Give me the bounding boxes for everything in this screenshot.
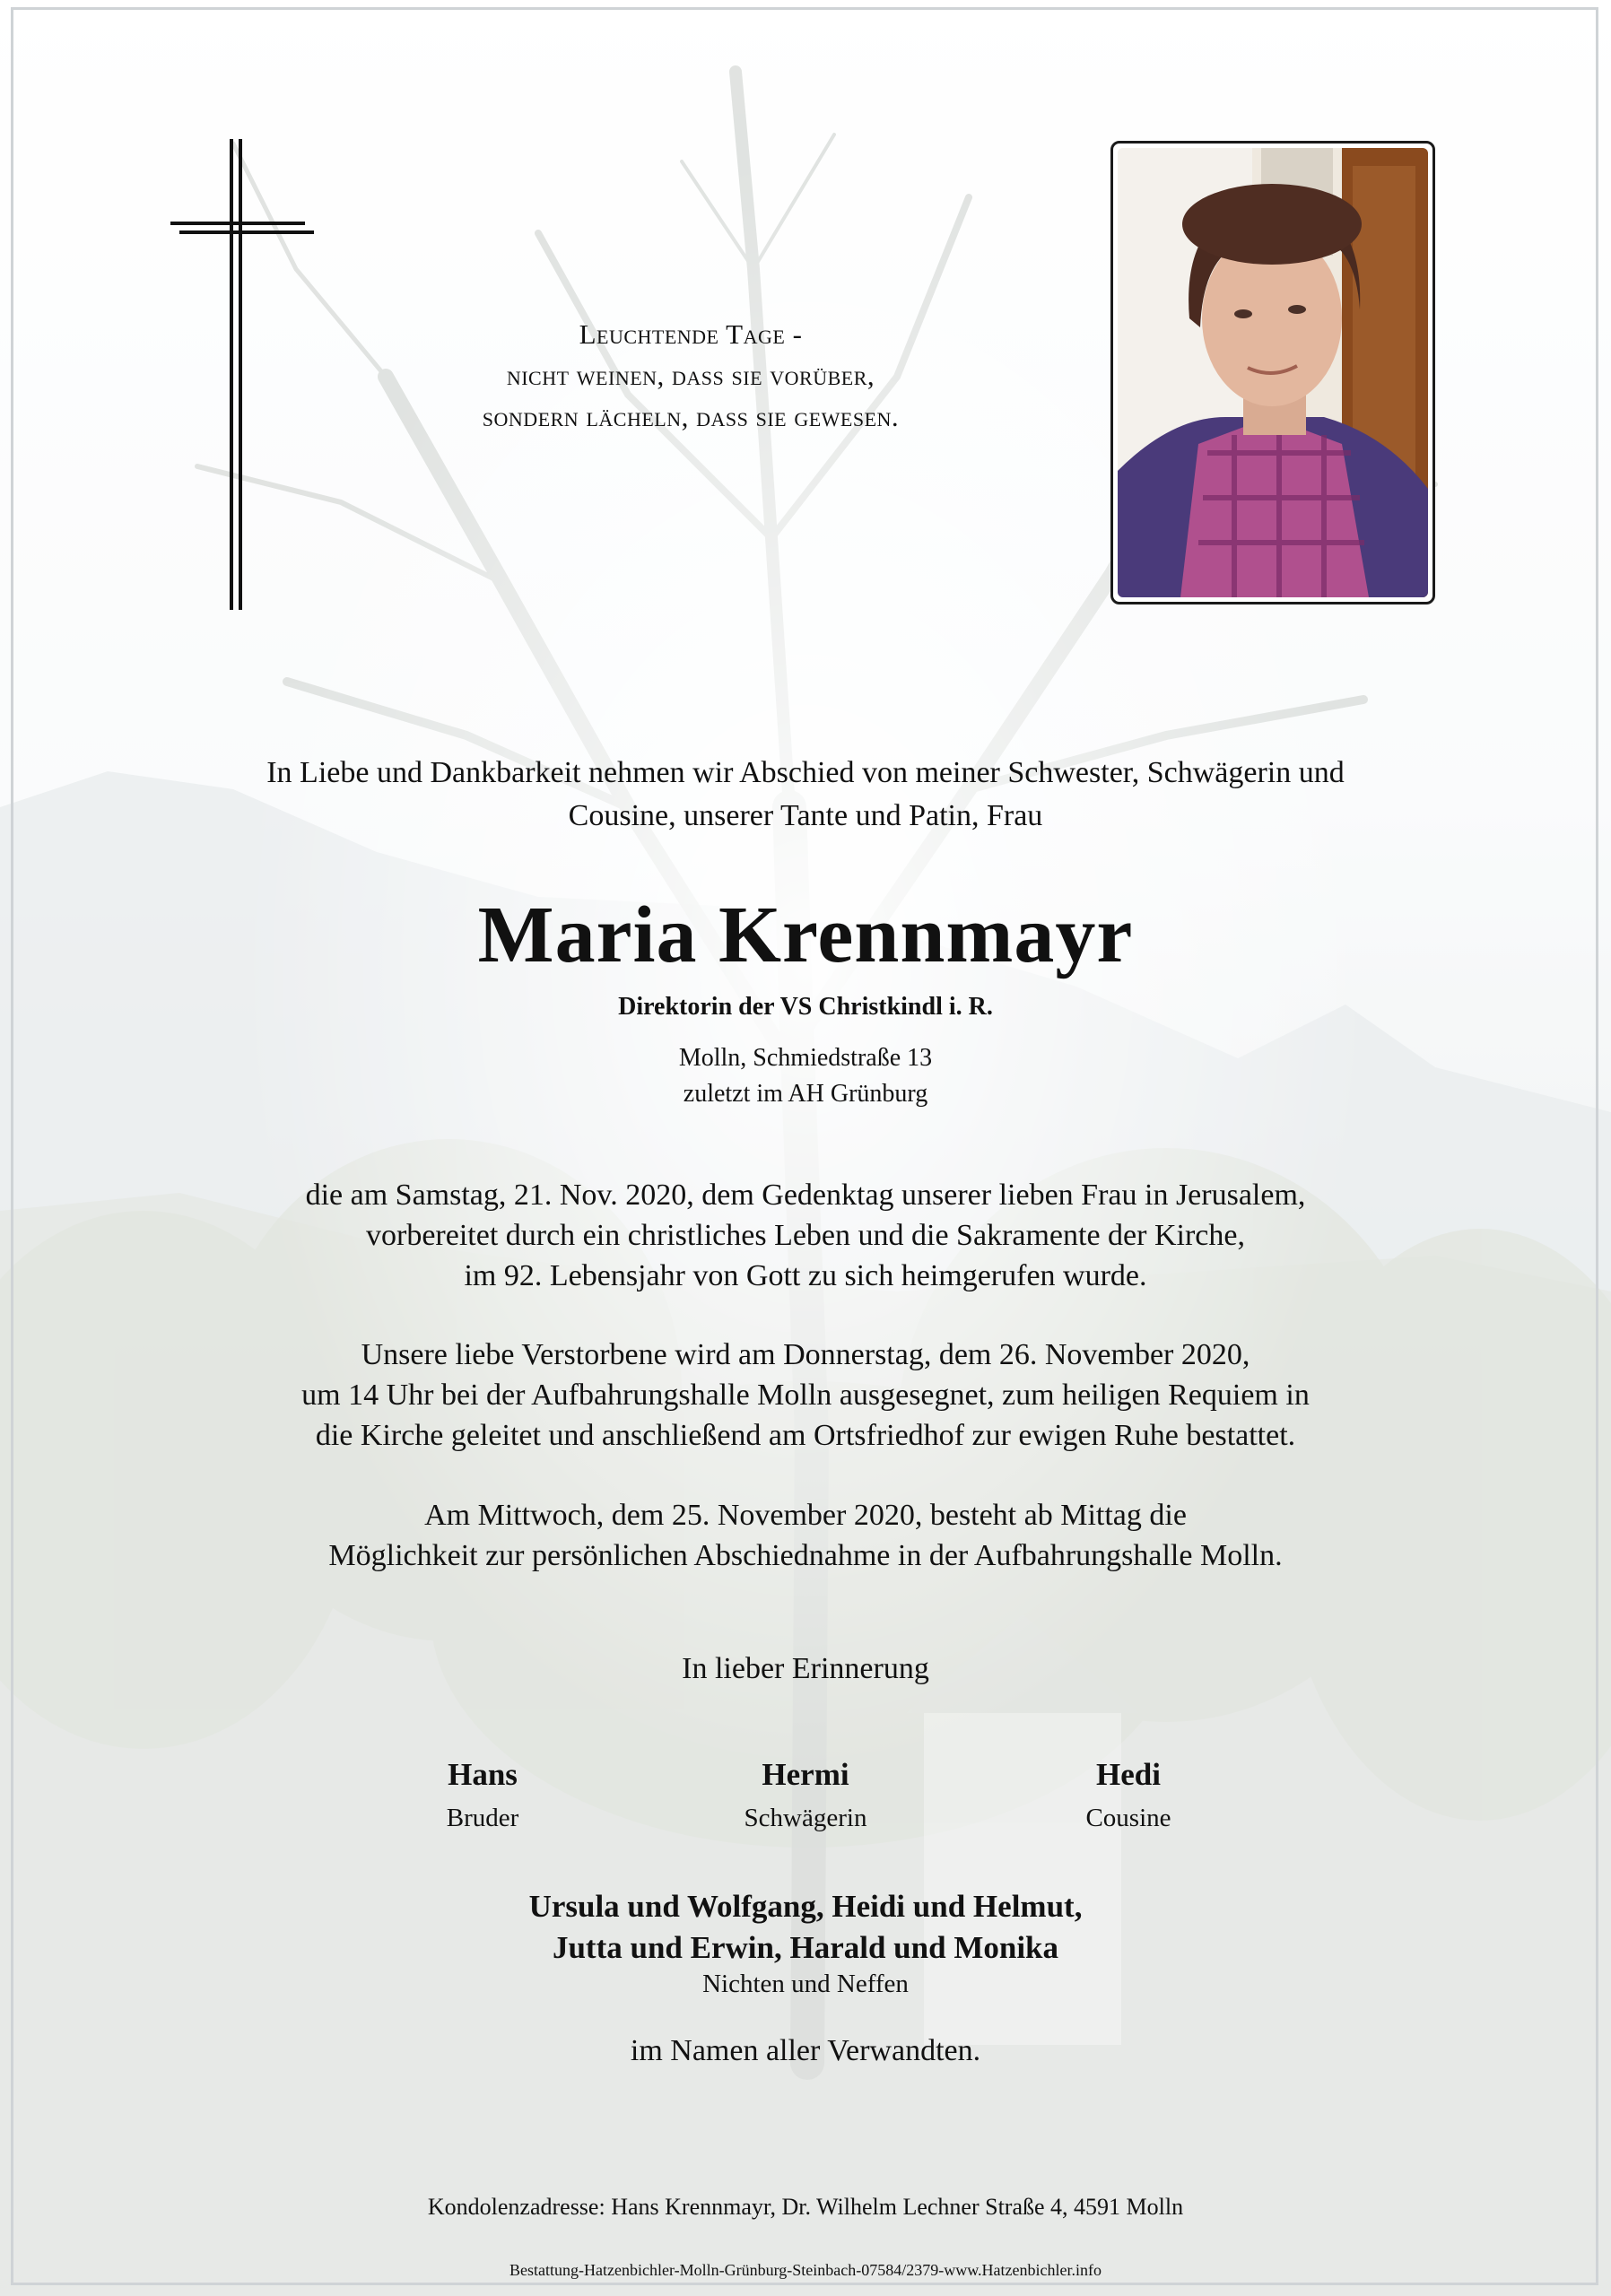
mourner-name: Hedi [1096,1757,1161,1792]
paragraph-line: Möglichkeit zur persönlichen Abschiednahme in der Aufbahrungshalle Molln. [328,1539,1283,1572]
intro-text [135,752,1476,838]
deceased-address [135,1040,1476,1112]
mourner-hedi [967,1753,1290,1839]
verse-line: Leuchtende Tage - [579,318,803,350]
portrait-image [1118,148,1428,597]
mourner-relation: Cousine [1085,1804,1171,1832]
condolence-address: Kondolenzadresse: Hans Krennmayr, Dr. Wilhelm Lechner Straße 4, 4591 Molln [427,2194,1184,2220]
remembrance-heading: In lieber Erinnerung [682,1652,929,1685]
deceased-position: Direktorin der VS Christkindl i. R. [618,993,993,1021]
mourner-hans [321,1753,644,1839]
verse-line: nicht weinen, dass sie vorüber, [506,360,875,391]
portrait-photo [1110,141,1435,604]
memorial-verse [323,314,1058,438]
paragraph-line: Am Mittwoch, dem 25. November 2020, besteht ab Mittag die [424,1499,1187,1532]
paragraph-line: Unsere liebe Verstorbene wird am Donnerstag, dem 26. November 2020, [361,1338,1250,1371]
deceased-name: Maria Krennmayr [477,891,1134,979]
closing-line: im Namen aller Verwandten. [630,2034,981,2067]
relatives-names [135,1886,1476,1969]
paragraph-line: vorbereitet durch ein christliches Leben und die Sakramente der Kirche, [366,1219,1245,1252]
funeral-paragraph [135,1335,1476,1456]
funeral-home-footer: Bestattung-Hatzenbichler-Molln-Grünburg-Steinbach-07584/2379-www.Hatzenbichler.info [509,2261,1102,2279]
paragraph-line: die am Samstag, 21. Nov. 2020, dem Gedenktag unserer lieben Frau in Jerusalem, [305,1178,1306,1212]
address-line: zuletzt im AH Grünburg [683,1080,928,1108]
paragraph-line: im 92. Lebensjahr von Gott zu sich heimgerufen wurde. [464,1259,1147,1292]
relatives-line: Jutta und Erwin, Harald und Monika [552,1930,1059,1965]
mourner-hermi [644,1753,967,1839]
relatives-relation: Nichten und Neffen [702,1970,909,1998]
verse-line: sondern lächeln, dass sie gewesen. [482,401,900,432]
death-notice-paragraph [135,1175,1476,1296]
intro-line: Cousine, unserer Tante und Patin, Frau [568,799,1043,832]
relatives-line: Ursula und Wolfgang, Heidi und Helmut, [528,1889,1083,1924]
address-line: Molln, Schmiedstraße 13 [678,1044,933,1072]
mourner-name: Hermi [762,1757,849,1792]
paragraph-line: um 14 Uhr bei der Aufbahrungshalle Molln ausgesegnet, zum heiligen Requiem in [301,1378,1310,1412]
mourner-relation: Schwägerin [744,1804,867,1832]
intro-line: In Liebe und Dankbarkeit nehmen wir Abschied von meiner Schwester, Schwägerin und [266,756,1345,789]
paragraph-line: die Kirche geleitet und anschließend am Ortsfriedhof zur ewigen Ruhe bestattet. [315,1419,1296,1452]
cross-icon [170,139,314,610]
mourner-relation: Bruder [446,1804,519,1832]
mourner-name: Hans [448,1757,518,1792]
farewell-paragraph [135,1495,1476,1576]
